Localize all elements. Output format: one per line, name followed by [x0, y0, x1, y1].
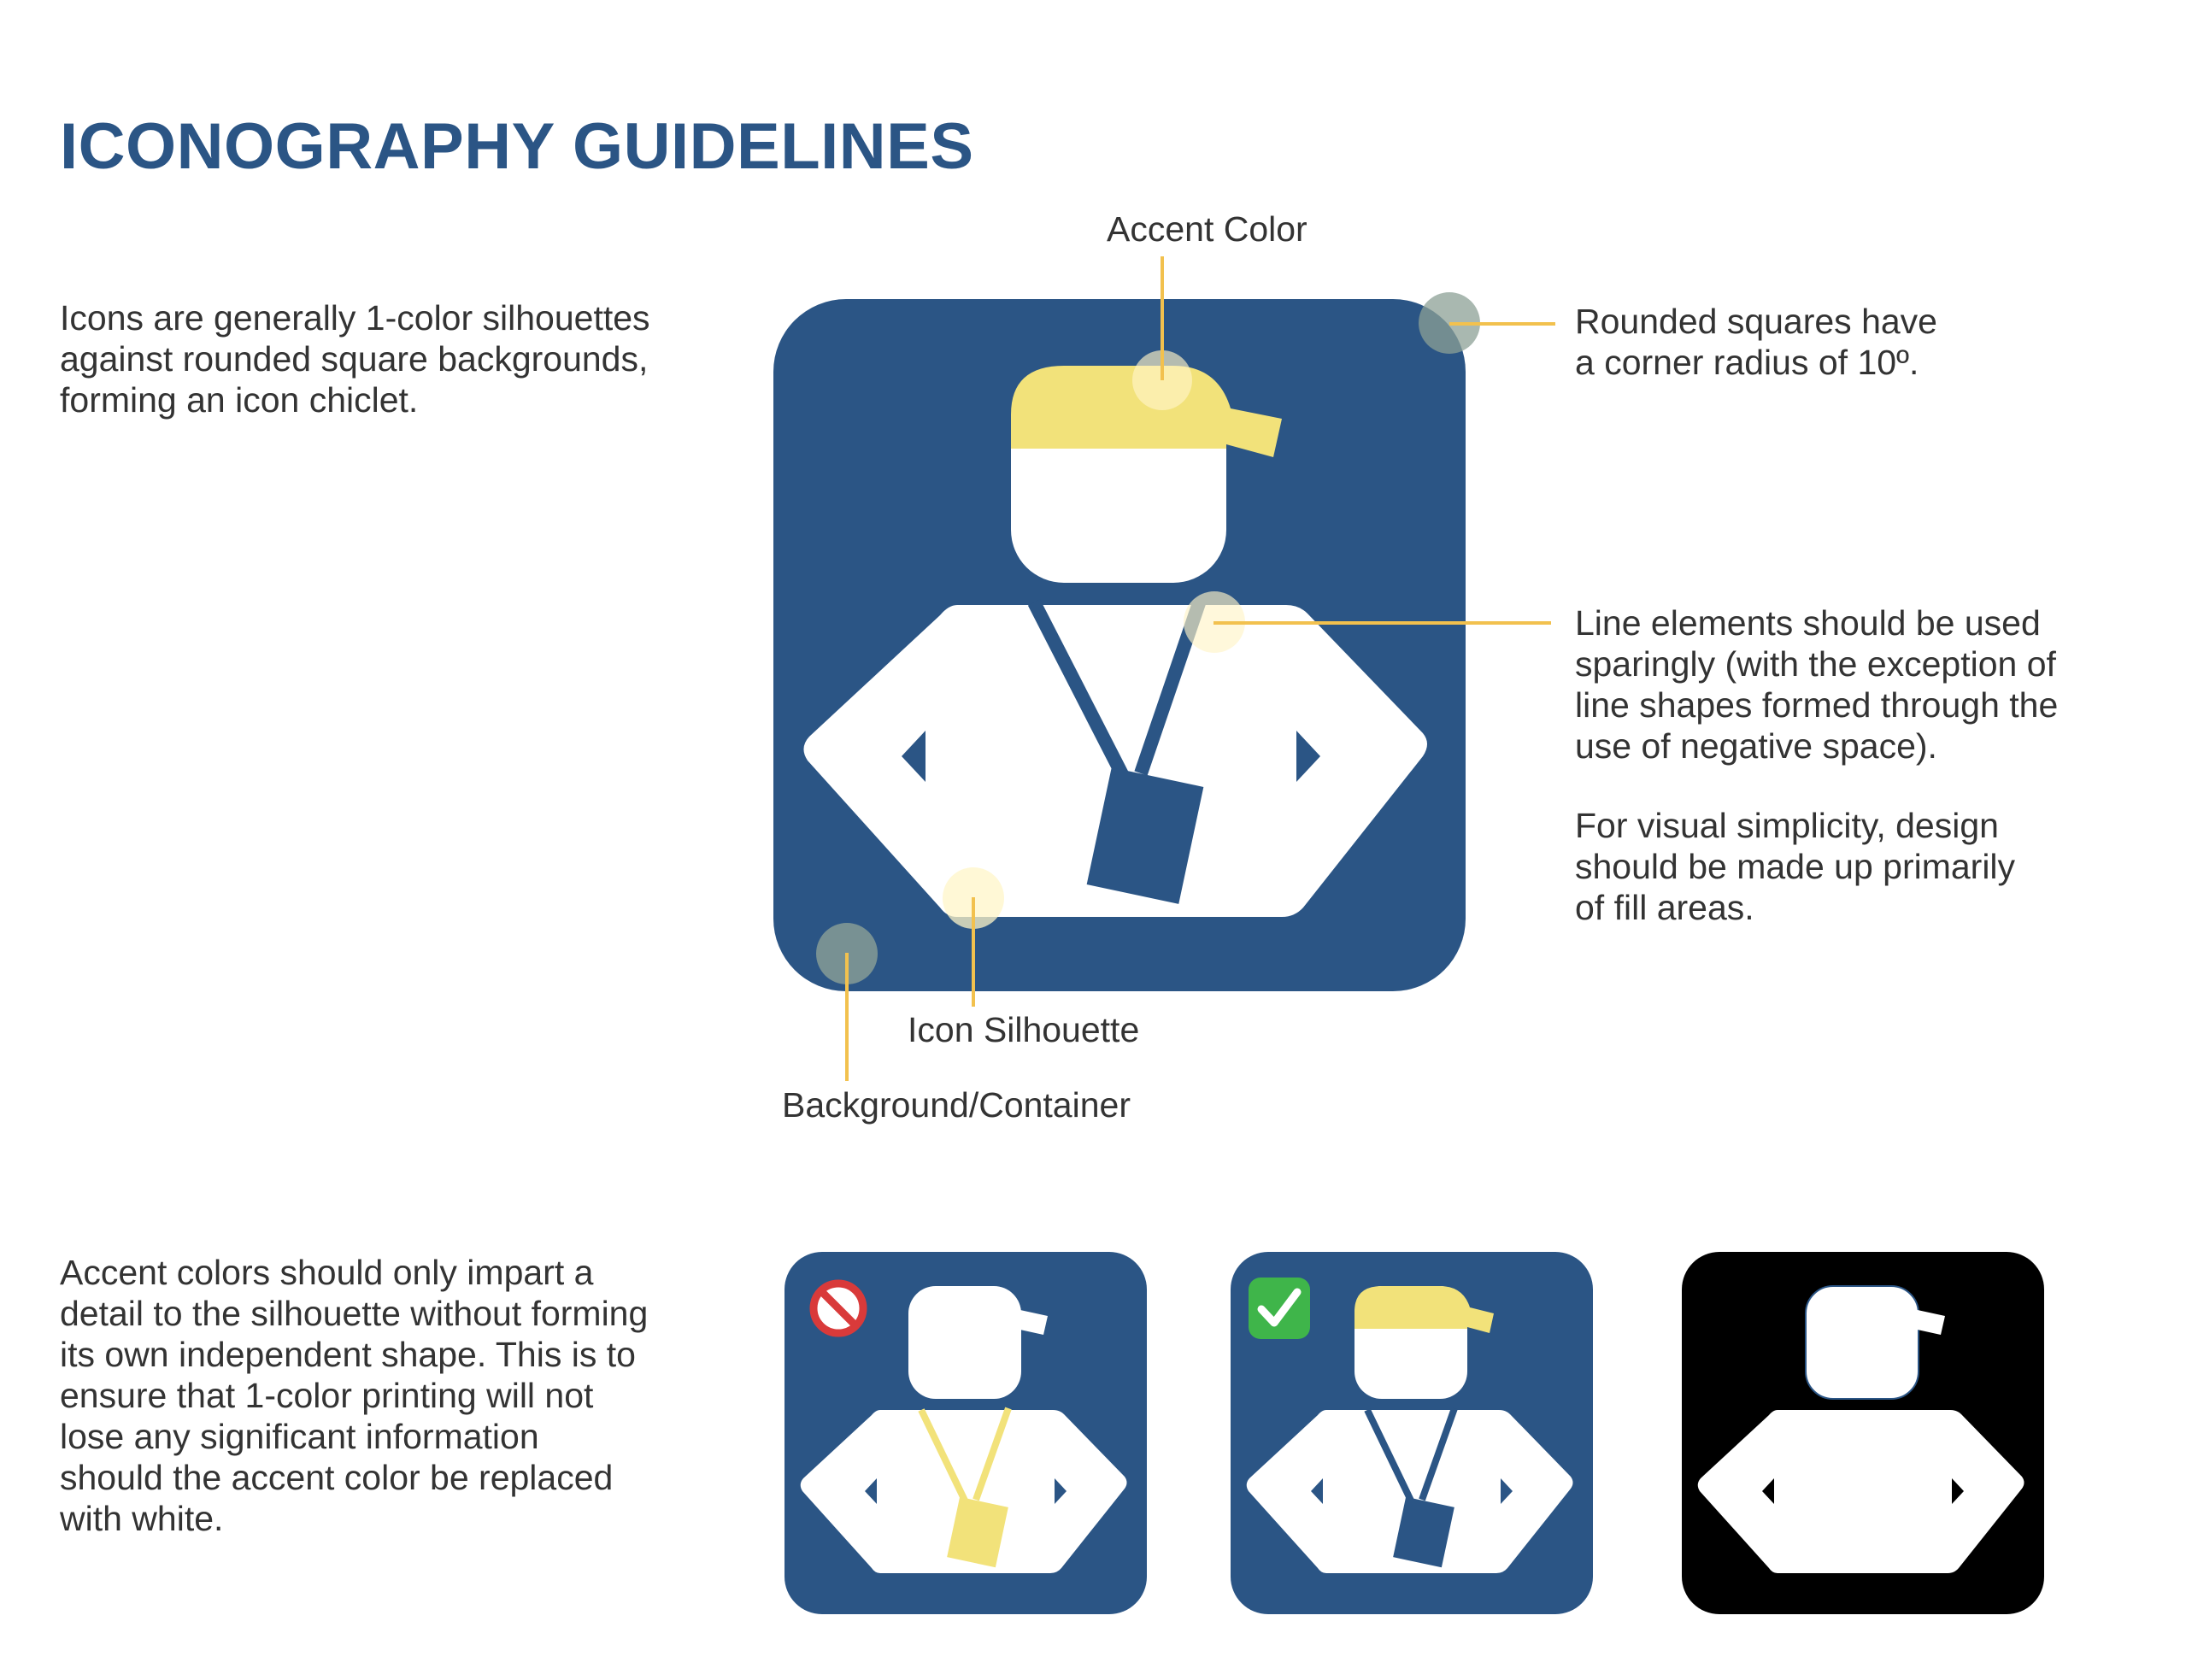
- note-line: should be made up primarily: [1575, 847, 2016, 886]
- prohibited-icon: [808, 1278, 869, 1339]
- intro-line: against rounded square backgrounds,: [60, 339, 649, 379]
- intro-line: forming an icon chiclet.: [60, 380, 419, 420]
- line-elements-note: [1575, 602, 2058, 767]
- rounded-squares-note: [1575, 301, 1937, 383]
- example-one-color-chiclet: [1682, 1252, 2044, 1614]
- note-line: ensure that 1-color printing will not: [60, 1376, 594, 1415]
- head-shape: [1806, 1286, 1919, 1399]
- head-shape: [908, 1286, 1021, 1399]
- note-line: with white.: [60, 1499, 224, 1538]
- corner-leader-line: [1449, 322, 1555, 326]
- check-mark-icon: [1246, 1275, 1313, 1342]
- accent-leader-line: [1161, 256, 1164, 380]
- note-line: lose any significant information: [60, 1417, 539, 1456]
- icon-silhouette-label: Icon Silhouette: [908, 1010, 1140, 1049]
- accent-note-paragraph: [60, 1252, 648, 1539]
- note-line: should the accent color be replaced: [60, 1458, 614, 1497]
- note-line: of fill areas.: [1575, 888, 1754, 927]
- page-title: ICONOGRAPHY GUIDELINES: [60, 110, 974, 183]
- silhouette-leader-line: [972, 897, 975, 1007]
- background-leader-line: [845, 953, 849, 1081]
- background-container-label: Background/Container: [782, 1085, 1131, 1125]
- intro-paragraph: [60, 297, 650, 420]
- note-line: For visual simplicity, design: [1575, 806, 1999, 845]
- note-line: Accent colors should only impart a: [60, 1253, 594, 1292]
- correct-badge: [1246, 1275, 1313, 1342]
- fill-areas-note: [1575, 805, 2015, 928]
- note-line: sparingly (with the exception of: [1575, 644, 2056, 684]
- note-line: use of negative space).: [1575, 726, 1937, 766]
- intro-line: Icons are generally 1-color silhouettes: [60, 298, 650, 338]
- note-line: line shapes formed through the: [1575, 685, 2059, 725]
- note-line: Rounded squares have: [1575, 302, 1937, 341]
- note-line: Line elements should be used: [1575, 603, 2041, 643]
- note-line: a corner radius of 10º.: [1575, 343, 1919, 382]
- accent-color-label: Accent Color: [1107, 209, 1307, 249]
- main-icon-chiclet: [773, 299, 1466, 991]
- note-line: detail to the silhouette without forming: [60, 1294, 649, 1333]
- note-line: its own independent shape. This is to: [60, 1335, 636, 1374]
- incorrect-badge: [808, 1278, 869, 1339]
- line-leader-line: [1213, 621, 1551, 625]
